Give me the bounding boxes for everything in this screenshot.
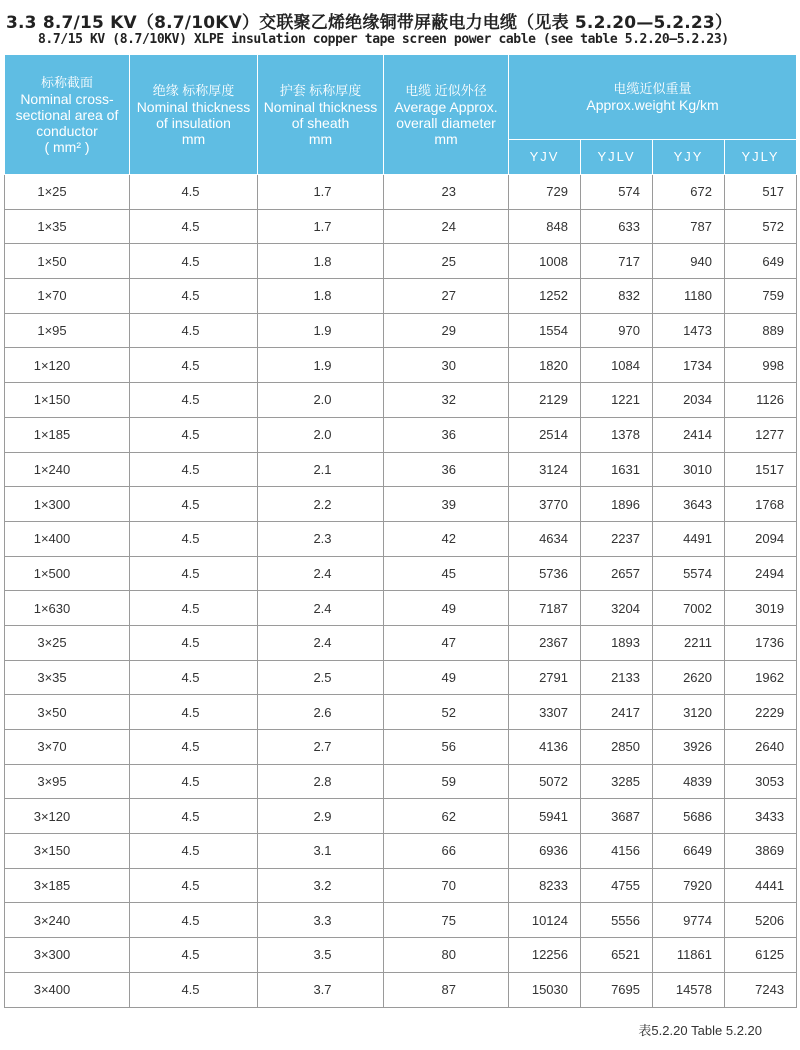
- cell-cross-section: 3×35: [5, 660, 130, 695]
- cell-weight-yjv: 10124: [509, 903, 581, 938]
- cell-weight-yjlv: 832: [581, 279, 653, 314]
- cell-weight-yjly: 7243: [725, 972, 797, 1007]
- cell-cross-section: 1×150: [5, 383, 130, 418]
- cell-insulation: 4.5: [130, 799, 258, 834]
- cell-insulation: 4.5: [130, 487, 258, 522]
- cell-sheath: 1.8: [258, 279, 384, 314]
- cell-weight-yjv: 4634: [509, 521, 581, 556]
- cell-insulation: 4.5: [130, 903, 258, 938]
- cell-cross-section: 3×185: [5, 868, 130, 903]
- table-row: [5, 660, 797, 695]
- cell-sheath: 3.2: [258, 868, 384, 903]
- cell-weight-yjlv: 2657: [581, 556, 653, 591]
- cell-sheath: 2.3: [258, 521, 384, 556]
- cell-sheath: 3.1: [258, 834, 384, 869]
- cell-diameter: 32: [384, 383, 509, 418]
- cell-weight-yjv: 3307: [509, 695, 581, 730]
- cell-weight-yjlv: 4156: [581, 834, 653, 869]
- cell-weight-yjv: 729: [509, 175, 581, 210]
- cell-weight-yjly: 3433: [725, 799, 797, 834]
- table-row: [5, 279, 797, 314]
- cell-diameter: 80: [384, 938, 509, 973]
- header-sheath-zh: 护套 标称厚度: [279, 82, 362, 98]
- cell-weight-yjv: 1554: [509, 313, 581, 348]
- table-row: [5, 209, 797, 244]
- cell-diameter: 87: [384, 972, 509, 1007]
- cell-weight-yjy: 3643: [653, 487, 725, 522]
- cell-weight-yjlv: 3204: [581, 591, 653, 626]
- cell-weight-yjv: 5736: [509, 556, 581, 591]
- cell-cross-section: 1×630: [5, 591, 130, 626]
- cell-sheath: 1.9: [258, 348, 384, 383]
- cell-insulation: 4.5: [130, 175, 258, 210]
- cell-weight-yjy: 5686: [653, 799, 725, 834]
- table-row: [5, 591, 797, 626]
- cell-sheath: 2.0: [258, 383, 384, 418]
- cell-sheath: 2.0: [258, 417, 384, 452]
- table-row: [5, 625, 797, 660]
- cell-weight-yjy: 7002: [653, 591, 725, 626]
- cell-sheath: 2.4: [258, 591, 384, 626]
- table-row: [5, 695, 797, 730]
- cell-weight-yjly: 2094: [725, 521, 797, 556]
- cell-diameter: 49: [384, 660, 509, 695]
- cell-insulation: 4.5: [130, 348, 258, 383]
- cell-diameter: 25: [384, 244, 509, 279]
- table-row: [5, 175, 797, 210]
- cell-weight-yjv: 2791: [509, 660, 581, 695]
- cell-weight-yjlv: 1378: [581, 417, 653, 452]
- cell-insulation: 4.5: [130, 279, 258, 314]
- cell-cross-section: 3×400: [5, 972, 130, 1007]
- cell-diameter: 56: [384, 730, 509, 765]
- cell-insulation: 4.5: [130, 452, 258, 487]
- cell-insulation: 4.5: [130, 625, 258, 660]
- cell-sheath: 1.9: [258, 313, 384, 348]
- cell-weight-yjly: 1768: [725, 487, 797, 522]
- cell-diameter: 36: [384, 452, 509, 487]
- cell-weight-yjlv: 3285: [581, 764, 653, 799]
- header-insulation-unit: mm: [181, 130, 206, 147]
- cell-insulation: 4.5: [130, 521, 258, 556]
- cell-sheath: 2.2: [258, 487, 384, 522]
- cell-weight-yjv: 1008: [509, 244, 581, 279]
- header-weight: [509, 55, 797, 140]
- header-sheath-unit: mm: [308, 130, 333, 147]
- cell-weight-yjlv: 1893: [581, 625, 653, 660]
- cell-weight-yjly: 998: [725, 348, 797, 383]
- cell-diameter: 36: [384, 417, 509, 452]
- cell-sheath: 1.7: [258, 175, 384, 210]
- cell-cross-section: 3×25: [5, 625, 130, 660]
- cell-weight-yjv: 7187: [509, 591, 581, 626]
- cell-cross-section: 1×70: [5, 279, 130, 314]
- header-weight-zh: 电缆近似重量: [613, 81, 692, 96]
- cell-sheath: 2.4: [258, 625, 384, 660]
- cell-insulation: 4.5: [130, 695, 258, 730]
- cell-weight-yjlv: 574: [581, 175, 653, 210]
- cell-diameter: 27: [384, 279, 509, 314]
- cell-insulation: 4.5: [130, 972, 258, 1007]
- cell-weight-yjly: 572: [725, 209, 797, 244]
- cell-insulation: 4.5: [130, 834, 258, 869]
- table-row: [5, 834, 797, 869]
- cell-cross-section: 3×50: [5, 695, 130, 730]
- header-insulation-en: Nominal thickness of insulation: [136, 98, 251, 131]
- cell-sheath: 3.7: [258, 972, 384, 1007]
- table-row: [5, 521, 797, 556]
- cell-weight-yjy: 3120: [653, 695, 725, 730]
- cell-cross-section: 1×300: [5, 487, 130, 522]
- cell-diameter: 66: [384, 834, 509, 869]
- cell-weight-yjly: 649: [725, 244, 797, 279]
- header-diameter: [384, 55, 509, 175]
- cell-weight-yjy: 1473: [653, 313, 725, 348]
- header-cross-section-en: Nominal cross-sectional area of conductor: [15, 90, 119, 139]
- cell-weight-yjy: 3926: [653, 730, 725, 765]
- cell-weight-yjy: 2034: [653, 383, 725, 418]
- header-type-yjv: YJV: [509, 140, 581, 175]
- header-type-yjy: YJY: [653, 140, 725, 175]
- cell-cross-section: 1×95: [5, 313, 130, 348]
- cell-weight-yjy: 787: [653, 209, 725, 244]
- table-caption: 表5.2.20 Table 5.2.20: [638, 1023, 762, 1038]
- cell-weight-yjly: 3053: [725, 764, 797, 799]
- cell-sheath: 2.6: [258, 695, 384, 730]
- cell-weight-yjv: 5072: [509, 764, 581, 799]
- header-type-yjlv: YJLV: [581, 140, 653, 175]
- header-cross-section-zh: 标称截面: [40, 74, 93, 90]
- cell-weight-yjlv: 3687: [581, 799, 653, 834]
- cell-diameter: 23: [384, 175, 509, 210]
- cell-insulation: 4.5: [130, 556, 258, 591]
- table-row: [5, 868, 797, 903]
- page-subtitle: 8.7/15 KV (8.7/10KV) XLPE insulation copper tape screen power cable (see table 5.2.20—5.2.23): [38, 32, 729, 47]
- cell-diameter: 45: [384, 556, 509, 591]
- cell-diameter: 42: [384, 521, 509, 556]
- table-row: [5, 938, 797, 973]
- header-type-yjly: YJLY: [725, 140, 797, 175]
- cell-weight-yjlv: 2417: [581, 695, 653, 730]
- cell-weight-yjly: 5206: [725, 903, 797, 938]
- cell-insulation: 4.5: [130, 209, 258, 244]
- header-insulation: [130, 55, 258, 175]
- cell-weight-yjlv: 2237: [581, 521, 653, 556]
- cell-diameter: 47: [384, 625, 509, 660]
- cell-weight-yjlv: 2850: [581, 730, 653, 765]
- cell-sheath: 2.7: [258, 730, 384, 765]
- header-diameter-zh: 电缆 近似外径: [405, 82, 487, 98]
- cell-weight-yjy: 2414: [653, 417, 725, 452]
- cell-cross-section: 1×500: [5, 556, 130, 591]
- cell-sheath: 1.7: [258, 209, 384, 244]
- cell-weight-yjv: 2367: [509, 625, 581, 660]
- cell-diameter: 59: [384, 764, 509, 799]
- cell-diameter: 70: [384, 868, 509, 903]
- cell-weight-yjy: 7920: [653, 868, 725, 903]
- cell-weight-yjly: 2229: [725, 695, 797, 730]
- cell-sheath: 2.1: [258, 452, 384, 487]
- cell-insulation: 4.5: [130, 868, 258, 903]
- cell-weight-yjy: 1734: [653, 348, 725, 383]
- header-sheath: [258, 55, 384, 175]
- cell-weight-yjly: 1962: [725, 660, 797, 695]
- cell-weight-yjly: 2640: [725, 730, 797, 765]
- cell-weight-yjly: 4441: [725, 868, 797, 903]
- cell-cross-section: 1×240: [5, 452, 130, 487]
- cell-insulation: 4.5: [130, 730, 258, 765]
- header-cross-section-unit: ( mm² ): [44, 138, 90, 155]
- cell-cross-section: 1×50: [5, 244, 130, 279]
- cell-insulation: 4.5: [130, 591, 258, 626]
- cell-weight-yjy: 3010: [653, 452, 725, 487]
- cell-diameter: 62: [384, 799, 509, 834]
- cell-insulation: 4.5: [130, 244, 258, 279]
- cell-sheath: 2.9: [258, 799, 384, 834]
- cell-weight-yjy: 4839: [653, 764, 725, 799]
- cell-weight-yjy: 14578: [653, 972, 725, 1007]
- table-row: [5, 417, 797, 452]
- cell-diameter: 49: [384, 591, 509, 626]
- cell-cross-section: 3×95: [5, 764, 130, 799]
- cell-weight-yjy: 940: [653, 244, 725, 279]
- cell-diameter: 39: [384, 487, 509, 522]
- table-row: [5, 244, 797, 279]
- table-row: [5, 383, 797, 418]
- table-body: [5, 175, 797, 1008]
- cell-weight-yjy: 1180: [653, 279, 725, 314]
- cable-spec-table: [4, 54, 797, 1008]
- cell-weight-yjly: 1277: [725, 417, 797, 452]
- cell-diameter: 52: [384, 695, 509, 730]
- page-title: 3.3 8.7/15 KV（8.7/10KV）交联聚乙烯绝缘铜带屏蔽电力电缆（见表 5.2.20—5.2.23）: [6, 13, 733, 33]
- cell-diameter: 30: [384, 348, 509, 383]
- header-diameter-en: Average Approx. overall diameter: [394, 98, 498, 131]
- cell-weight-yjv: 3770: [509, 487, 581, 522]
- cell-weight-yjy: 2620: [653, 660, 725, 695]
- cell-weight-yjlv: 7695: [581, 972, 653, 1007]
- cell-weight-yjlv: 2133: [581, 660, 653, 695]
- cell-diameter: 75: [384, 903, 509, 938]
- cell-cross-section: 3×150: [5, 834, 130, 869]
- cell-weight-yjv: 4136: [509, 730, 581, 765]
- cell-cross-section: 1×185: [5, 417, 130, 452]
- header-cross-section: [5, 55, 130, 175]
- cell-diameter: 24: [384, 209, 509, 244]
- cell-insulation: 4.5: [130, 417, 258, 452]
- cell-weight-yjly: 3019: [725, 591, 797, 626]
- table-row: [5, 972, 797, 1007]
- table-row: [5, 452, 797, 487]
- cell-diameter: 29: [384, 313, 509, 348]
- cell-weight-yjly: 1517: [725, 452, 797, 487]
- table-row: [5, 799, 797, 834]
- cell-weight-yjlv: 717: [581, 244, 653, 279]
- cell-weight-yjlv: 970: [581, 313, 653, 348]
- table-row: [5, 730, 797, 765]
- cell-cross-section: 3×120: [5, 799, 130, 834]
- cell-weight-yjly: 1126: [725, 383, 797, 418]
- header-insulation-zh: 绝缘 标称厚度: [152, 82, 235, 98]
- table-row: [5, 764, 797, 799]
- cell-cross-section: 3×240: [5, 903, 130, 938]
- cell-weight-yjy: 4491: [653, 521, 725, 556]
- cell-insulation: 4.5: [130, 383, 258, 418]
- cell-weight-yjlv: 1221: [581, 383, 653, 418]
- cell-sheath: 3.3: [258, 903, 384, 938]
- cell-weight-yjy: 9774: [653, 903, 725, 938]
- header-sheath-en: Nominal thickness of sheath: [263, 98, 378, 131]
- cell-weight-yjv: 6936: [509, 834, 581, 869]
- cell-cross-section: 1×35: [5, 209, 130, 244]
- cell-sheath: 3.5: [258, 938, 384, 973]
- cell-cross-section: 1×120: [5, 348, 130, 383]
- table-row: [5, 556, 797, 591]
- cell-weight-yjy: 11861: [653, 938, 725, 973]
- header-weight-en: Approx.weight Kg/km: [586, 97, 719, 113]
- cell-weight-yjly: 889: [725, 313, 797, 348]
- cell-weight-yjy: 5574: [653, 556, 725, 591]
- cell-weight-yjv: 5941: [509, 799, 581, 834]
- cell-weight-yjlv: 633: [581, 209, 653, 244]
- cell-insulation: 4.5: [130, 313, 258, 348]
- cell-weight-yjly: 6125: [725, 938, 797, 973]
- cell-weight-yjv: 1252: [509, 279, 581, 314]
- cell-weight-yjlv: 1084: [581, 348, 653, 383]
- cell-weight-yjly: 1736: [725, 625, 797, 660]
- cell-weight-yjly: 517: [725, 175, 797, 210]
- cell-sheath: 2.8: [258, 764, 384, 799]
- cell-insulation: 4.5: [130, 764, 258, 799]
- cell-insulation: 4.5: [130, 660, 258, 695]
- cell-cross-section: 3×70: [5, 730, 130, 765]
- table-row: [5, 487, 797, 522]
- cell-weight-yjlv: 1631: [581, 452, 653, 487]
- cell-weight-yjv: 2514: [509, 417, 581, 452]
- cell-weight-yjly: 3869: [725, 834, 797, 869]
- cell-sheath: 1.8: [258, 244, 384, 279]
- cell-weight-yjv: 2129: [509, 383, 581, 418]
- cell-weight-yjv: 8233: [509, 868, 581, 903]
- table-row: [5, 348, 797, 383]
- cell-weight-yjv: 848: [509, 209, 581, 244]
- table-row: [5, 313, 797, 348]
- cell-weight-yjly: 759: [725, 279, 797, 314]
- cell-weight-yjv: 12256: [509, 938, 581, 973]
- cell-weight-yjly: 2494: [725, 556, 797, 591]
- cell-cross-section: 1×400: [5, 521, 130, 556]
- cell-weight-yjy: 6649: [653, 834, 725, 869]
- cell-weight-yjv: 3124: [509, 452, 581, 487]
- cell-weight-yjlv: 1896: [581, 487, 653, 522]
- cell-weight-yjv: 1820: [509, 348, 581, 383]
- cell-weight-yjy: 2211: [653, 625, 725, 660]
- cell-weight-yjlv: 6521: [581, 938, 653, 973]
- cell-weight-yjlv: 5556: [581, 903, 653, 938]
- cell-weight-yjlv: 4755: [581, 868, 653, 903]
- cell-cross-section: 1×25: [5, 175, 130, 210]
- header-diameter-unit: mm: [434, 130, 458, 147]
- cell-sheath: 2.5: [258, 660, 384, 695]
- cell-weight-yjv: 15030: [509, 972, 581, 1007]
- cell-cross-section: 3×300: [5, 938, 130, 973]
- table-row: [5, 903, 797, 938]
- cell-insulation: 4.5: [130, 938, 258, 973]
- cell-weight-yjy: 672: [653, 175, 725, 210]
- cell-sheath: 2.4: [258, 556, 384, 591]
